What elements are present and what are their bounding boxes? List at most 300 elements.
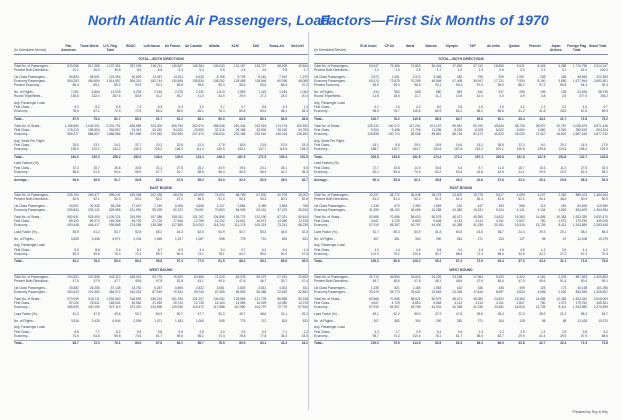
cell-value: 221,552 (88, 290, 100, 295)
cell-value: 72.2 (135, 251, 142, 256)
cell-value: 8,190 (537, 79, 546, 84)
cell-value: 104,797 (254, 305, 267, 310)
cell-value: 24,382 (452, 208, 463, 213)
cell-value: 4,114 (475, 219, 483, 224)
row-values (58, 223, 308, 227)
cell-value: 179,759 (575, 219, 588, 224)
cell-value: 138,252 (213, 79, 225, 84)
cell-value: 1.2 (541, 105, 546, 110)
cell-value: 203.8 (370, 154, 379, 159)
row-label: Economy... (314, 169, 330, 174)
cell-value: 111.4 (196, 147, 204, 152)
cell-value: 13,705 (535, 223, 546, 228)
cell-value: 6.6 (157, 68, 163, 73)
cell-value: 151,783 (171, 296, 183, 301)
cell-value: 9.4 (116, 247, 121, 252)
row-values (58, 155, 308, 159)
table-row (14, 237, 308, 241)
cell-value: 44.3 (176, 230, 183, 235)
cell-value: 60,099 (277, 79, 288, 84)
scheduled-label: (In Scheduled Service) (314, 48, 347, 52)
cell-value: 55.0 (176, 109, 183, 114)
row-label: Average... (314, 177, 330, 182)
cell-value: 980,377 (67, 132, 79, 137)
cell-value: 3.6 (582, 329, 588, 334)
row-label: Percent Economy... (14, 83, 42, 88)
cell-value: 14,080 (277, 301, 288, 306)
cell-value: 157.6 (454, 147, 463, 152)
cell-value: 117,888 (213, 305, 225, 310)
cell-value: 24,834 (577, 90, 588, 95)
cell-value: 348 (477, 286, 483, 291)
section-heading: EAST BOUND (14, 184, 308, 193)
column-header: Pan American (61, 44, 76, 52)
cell-value: 60.3 (280, 197, 288, 202)
cell-value: 29,375 (369, 290, 379, 295)
cell-value: 712 (260, 318, 267, 323)
cell-value: 14,485 (535, 214, 546, 219)
cell-value: 1.2 (541, 247, 546, 252)
row-label: Economy... (14, 223, 30, 228)
cell-value: 222,158 (233, 132, 246, 137)
row-label: Economy... (314, 223, 330, 228)
cell-value: 58.5 (197, 169, 204, 174)
row-label: Percent Both Directions... (14, 279, 51, 284)
row-label: Total... (314, 154, 325, 159)
cell-value: 3.9 (416, 329, 421, 334)
cell-value: 531 (302, 236, 308, 241)
cell-value: 887,693 (575, 275, 588, 280)
cell-value: 28,970 (535, 123, 546, 128)
cell-value: 21,520 (152, 301, 163, 306)
cell-value: 43,240 (152, 127, 163, 132)
row-label: First Class... (14, 219, 32, 224)
cell-value: 97.2 (539, 83, 546, 88)
cell-value: 35.7 (93, 165, 100, 170)
column-header: Air Canada (184, 44, 202, 48)
cell-value: 10,383 (556, 214, 567, 219)
column-header: Air France (164, 44, 181, 48)
cell-value: 3,945 (558, 127, 567, 132)
column-header: Swiss-Air (269, 44, 284, 48)
cell-value: 8,411 (558, 223, 567, 228)
cell-value: 7,210 (154, 204, 163, 209)
cell-value: 547,569 (129, 132, 142, 137)
table-row (14, 340, 308, 345)
cell-value: 3,107 (216, 204, 225, 209)
cell-value: 11.6 (497, 165, 504, 170)
title-right: Factors—First Six Months of 1970 (320, 12, 549, 28)
row-label: First Class... (314, 329, 332, 334)
cell-value: 75.2 (601, 116, 608, 121)
cell-value: 139.0 (70, 147, 79, 152)
cell-value: 38.7 (497, 230, 504, 235)
cell-value: 460,694 (88, 79, 100, 84)
cell-value: 745.2 (599, 94, 608, 99)
cell-value: 334,807 (108, 127, 121, 132)
cell-value: 4.5 (499, 105, 504, 110)
cell-value: 24.3 (518, 230, 525, 235)
cell-value: 16,822 (556, 132, 567, 137)
cell-value: 65.1 (197, 109, 204, 114)
cell-value: 27.2 (560, 251, 567, 256)
right-table (314, 32, 608, 410)
cell-value: 2,884 (237, 204, 246, 209)
cell-value: 152.3 (91, 154, 100, 159)
row-label: Total No. of Passengers... (14, 275, 51, 280)
cell-value: 477.6 (579, 94, 588, 99)
cell-value: 8,306 (174, 204, 183, 209)
row-label: Round Trips/Week... (314, 94, 343, 99)
cell-value: 1.3 (478, 329, 483, 334)
cell-value: 145,607 (171, 64, 183, 69)
cell-value: 69.8 (114, 333, 121, 338)
cell-value: 263,420 (67, 290, 79, 295)
cell-value: 61.2 (176, 116, 183, 121)
cell-value: 163.7 (412, 147, 421, 152)
cell-value: 57,138 (110, 286, 121, 291)
cell-value: 243,916 (254, 123, 267, 128)
cell-value: 68.6 (601, 333, 608, 338)
cell-value: 4,181 (537, 275, 546, 280)
cell-value: 58.7 (197, 341, 204, 346)
cell-value: 48.4 (497, 279, 504, 284)
cell-value: 1,045,201 (85, 123, 100, 128)
column-header: Grand Total (588, 44, 607, 48)
table-row (14, 290, 308, 294)
cell-value: 554,263 (67, 79, 79, 84)
cell-value: 9,033 (495, 275, 504, 280)
cell-value: 269,477 (88, 193, 100, 198)
cell-value: 72.9 (135, 109, 142, 114)
cell-value: 1,069 (154, 236, 163, 241)
table-row (14, 109, 308, 113)
table-row (314, 83, 608, 87)
cell-value: 49.6 (539, 279, 546, 284)
cell-value: 52.3 (601, 177, 608, 182)
row-values (58, 132, 308, 136)
cell-value: 4.0 (374, 247, 379, 252)
cell-value: 69.5 (601, 109, 608, 114)
cell-value: 49.5 (93, 177, 100, 182)
cell-value: 30,829 (131, 74, 142, 79)
cell-value: 71.3 (476, 251, 483, 256)
cell-value: 131,207 (192, 296, 204, 301)
cell-value: 49.1 (372, 311, 379, 316)
cell-value: 127 (519, 236, 525, 241)
cell-value: 30,882 (69, 286, 79, 291)
cell-value: 49.0 (218, 279, 225, 284)
cell-value: 49,767 (410, 223, 421, 228)
cell-value: 3,850 (558, 79, 567, 84)
cell-value: 446,417 (88, 223, 100, 228)
cell-value: 53.9 (218, 177, 225, 182)
cell-value: 6.3 (282, 105, 288, 110)
cell-value: 74.2 (393, 333, 400, 338)
cell-value: 74.1 (197, 251, 204, 256)
row-label: Economy... (314, 147, 330, 152)
cell-value: 325,764 (67, 193, 79, 198)
cell-value: 67,359 (214, 290, 225, 295)
cell-value: 5.4 (261, 329, 267, 334)
cell-value: 99,535 (410, 132, 421, 137)
cell-value: 46.9 (280, 230, 288, 235)
cell-value: 45,350 (473, 214, 483, 219)
cell-value: 7.3 (136, 105, 142, 110)
row-values (58, 117, 308, 121)
cell-value: 169,038 (129, 193, 142, 198)
row-label: Economy... (14, 147, 30, 152)
cell-value: 3,046,679 (572, 123, 588, 128)
cell-value: 290,843 (67, 208, 79, 213)
cell-value: 2,632,470 (593, 214, 608, 219)
cell-value: 86.9 (497, 341, 504, 346)
row-label: Percent Both Directions... (314, 279, 351, 284)
cell-value: 13,705 (535, 305, 546, 310)
cell-value: 8.8 (95, 247, 100, 252)
cell-value: 1,062 (299, 90, 308, 95)
cell-value: 65.2 (155, 230, 163, 235)
column-header: El Al Israel (360, 44, 377, 48)
row-label: Load Factors (%): (14, 161, 40, 166)
cell-value: 148.3 (216, 154, 225, 159)
cell-value: 24.1 (518, 169, 525, 174)
cell-value: 843,535 (575, 290, 588, 295)
cell-value: 48.1 (435, 279, 442, 284)
table-row (314, 197, 608, 201)
row-label: 1st Class Passengers... (14, 286, 48, 291)
cell-value: 1.5 (395, 105, 400, 110)
cell-value: 51.8 (435, 230, 442, 235)
cell-value: 47.8 (414, 279, 421, 284)
cell-value: 6.0 (436, 105, 442, 110)
cell-value: 2,573 (370, 74, 379, 79)
cell-value: 125,132 (367, 123, 379, 128)
cell-value: 49.6 (114, 311, 121, 316)
row-label: Total No. of Passengers... (314, 64, 351, 69)
cell-value: 152.0 (133, 154, 142, 159)
cell-value: 2,030 (558, 290, 567, 295)
cell-value: 22.3 (518, 142, 525, 147)
cell-value: 6.3 (178, 105, 183, 110)
cell-value: 98.5 (372, 109, 379, 114)
cell-value: 1.2 (303, 329, 308, 334)
cell-value: 614 (373, 90, 379, 95)
cell-value: 68.2 (476, 109, 483, 114)
cell-value: 47.8 (455, 311, 463, 316)
row-values (58, 279, 308, 283)
cell-value: 136,182 (296, 132, 308, 137)
cell-value: 3.7 (241, 247, 246, 252)
cell-value: 70,086 (389, 214, 400, 219)
column-header: U.S. Flag Total (103, 44, 117, 52)
cell-value: 5.2 (603, 329, 608, 334)
row-values (358, 68, 608, 72)
cell-value: 106.2 (174, 147, 183, 152)
cell-value: 31.2 (518, 109, 525, 114)
cell-value: 122,190 (254, 214, 267, 219)
cell-value: 47.2 (176, 197, 183, 202)
cell-value: 8,411 (558, 305, 567, 310)
cell-value: 65,905 (235, 208, 246, 213)
cell-value: 1,197 (174, 236, 183, 241)
row-label: First Class... (314, 142, 332, 147)
cell-value: 52.4 (476, 197, 483, 202)
cell-value: 5.8 (157, 329, 163, 334)
cell-value: 4,134 (537, 208, 546, 213)
cell-value: 134,696 (150, 305, 163, 310)
row-label: Economy... (14, 305, 30, 310)
row-label: Total No. of Seats... (14, 123, 42, 128)
cell-value: 58.3 (580, 177, 588, 182)
table-row (314, 290, 608, 294)
cell-value: 22,663 (431, 290, 442, 295)
cell-value: 62.1 (414, 177, 421, 182)
cell-value: 81.7 (455, 333, 463, 338)
table-row (314, 116, 608, 121)
row-values (358, 341, 608, 345)
row-label: Total No. of Passengers... (314, 193, 351, 198)
cell-value: 120.6 (412, 251, 421, 256)
row-label: Economy Passengers... (14, 290, 48, 295)
cell-value: 46.7 (260, 279, 267, 284)
table-row (14, 83, 308, 87)
cell-value: 1.4 (303, 247, 308, 252)
cell-value: 192.8 (412, 154, 421, 159)
cell-value: 52.8 (135, 230, 142, 235)
row-values (358, 147, 608, 151)
cell-value: 52.2 (239, 177, 246, 182)
cell-value: 29,186 (235, 127, 246, 132)
cell-value: 31.1 (560, 259, 567, 264)
cell-value: 30,710 (369, 275, 379, 280)
table-row (14, 208, 308, 212)
cell-value: 2,692,901 (593, 79, 608, 84)
cell-value: 69.6 (476, 116, 483, 121)
cell-value: 65.0 (476, 333, 483, 338)
cell-value: 89.4 (72, 83, 79, 88)
cell-value: 1,109,131 (106, 214, 121, 219)
cell-value: 93,776 (152, 275, 163, 280)
cell-value: 1.5 (478, 105, 483, 110)
cell-value: 43.0 (539, 116, 546, 121)
cell-value: 52.2 (155, 197, 163, 202)
cell-value: 151.5 (299, 154, 308, 159)
cell-value: 6,768 (216, 74, 225, 79)
row-label: Total No. of Seats... (14, 296, 42, 301)
cell-value: 21.7 (135, 142, 142, 147)
cell-value: 146.4 (154, 154, 163, 159)
cell-value: 2.2 (374, 68, 379, 73)
cell-value: 34,921 (69, 204, 79, 209)
cell-value: 48.1 (280, 109, 288, 114)
table-row (314, 147, 608, 151)
cell-value: 32.3 (301, 230, 308, 235)
cell-value: 59.5 (176, 333, 183, 338)
cell-value: 131,167 (233, 64, 246, 69)
cell-value: 135 (560, 90, 567, 95)
cell-value: 306,210 (129, 79, 142, 84)
cell-value: 17,616 (473, 290, 483, 295)
cell-value: 79.2 (393, 251, 400, 256)
cell-value: 87.9 (72, 116, 79, 121)
cell-value: 50.5 (455, 230, 463, 235)
cell-value: 51.4 (393, 197, 400, 202)
cell-value: 32.4 (560, 341, 567, 346)
table-row (14, 252, 308, 256)
table-row (314, 208, 608, 212)
cell-value: 101,157 (429, 123, 442, 128)
cell-value: 1.7 (395, 329, 400, 334)
cell-value: 3.8 (541, 94, 546, 99)
cell-value: 172.2 (454, 154, 463, 159)
cell-value: 3.4 (457, 165, 463, 170)
row-values (58, 178, 308, 182)
column-headers (358, 44, 608, 52)
table-row (14, 116, 308, 121)
cell-value: 75.4 (93, 116, 100, 121)
column-header: Irish Int'l (290, 44, 305, 48)
row-label: 1st Class Passengers... (314, 74, 348, 79)
cell-value: 55.2 (197, 177, 204, 182)
section-gap (314, 346, 608, 349)
cell-value: 51.4 (560, 279, 567, 284)
section-heading: EAST BOUND (314, 184, 608, 193)
cell-value: 89,193 (69, 219, 79, 224)
cell-value: 53.3 (260, 197, 267, 202)
cell-value: 98,852 (577, 74, 588, 79)
cell-value: 18.5 (393, 94, 400, 99)
cell-value: 238 (540, 74, 546, 79)
cell-value: 23.3 (518, 177, 525, 182)
cell-value: 47.6 (239, 279, 246, 284)
cell-value: 2.5 (561, 329, 567, 334)
cell-value: 31,099 (369, 208, 379, 213)
cell-value: 7,051 (70, 90, 79, 95)
row-label: No. of Flights... (314, 90, 336, 95)
cell-value: 24,822 (494, 214, 504, 219)
cell-value: 3.4 (199, 247, 204, 252)
cell-value: 102,435 (150, 193, 163, 198)
cell-value: 775 (240, 318, 246, 323)
cell-value: 304 (415, 318, 421, 323)
cell-value: 67.2 (580, 251, 588, 256)
cell-value: 95.9 (372, 83, 379, 88)
cell-value: 313,302 (150, 123, 163, 128)
cell-value: 96.5 (414, 83, 421, 88)
cell-value: 93.1 (155, 83, 163, 88)
cell-value: 154.9 (433, 147, 442, 152)
cell-value: 11,296 (431, 127, 442, 132)
cell-value: 14,601 (235, 219, 246, 224)
cell-value: 52.2 (372, 169, 379, 174)
cell-value: 146,016 (275, 132, 288, 137)
cell-value: 625 (281, 236, 288, 241)
cell-value: 130.5 (216, 147, 225, 152)
cell-value: 5.4 (436, 329, 442, 334)
row-values (58, 147, 308, 151)
cell-value: 59,197 (256, 275, 267, 280)
cell-value: 24,750 (298, 127, 308, 132)
cell-value: 24,285 (431, 208, 442, 213)
cell-value: 4.0 (582, 105, 588, 110)
cell-value: 59,743 (194, 290, 204, 295)
cell-value: 9.3 (74, 105, 79, 110)
cell-value: 35.4 (518, 116, 525, 121)
cell-value: 53.7 (114, 230, 121, 235)
column-header: Qantas (508, 44, 520, 48)
row-label: Total... (14, 154, 25, 159)
